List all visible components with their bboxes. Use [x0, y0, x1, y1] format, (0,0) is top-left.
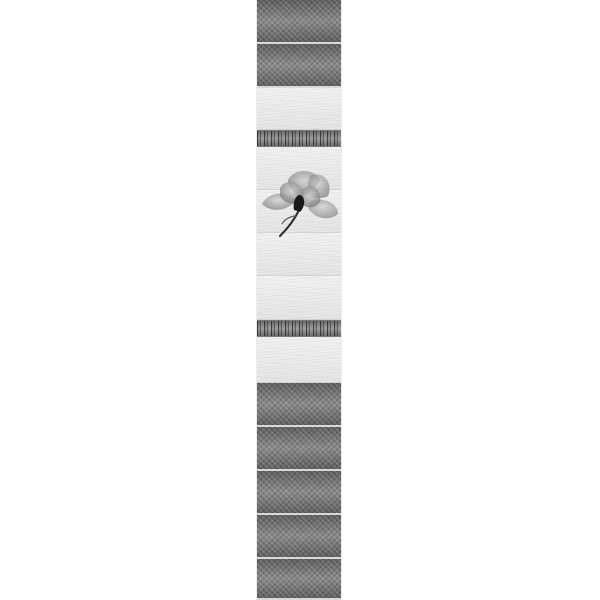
dark-tile-1 — [257, 0, 341, 44]
dark-tile-7 — [257, 559, 341, 600]
magnolia-flower-icon — [258, 166, 340, 238]
decor-border-bottom — [257, 320, 341, 337]
dark-tile-2 — [257, 44, 341, 88]
decor-border-top — [257, 130, 341, 147]
light-tile-4 — [257, 233, 341, 276]
light-tile-5 — [257, 276, 341, 320]
dark-tile-5 — [257, 471, 341, 515]
dark-tile-4 — [257, 427, 341, 471]
light-tile-1 — [257, 88, 341, 130]
wall-panel — [257, 0, 341, 600]
dark-tile-6 — [257, 515, 341, 559]
light-tile-6 — [257, 337, 341, 383]
dark-tile-3 — [257, 383, 341, 427]
